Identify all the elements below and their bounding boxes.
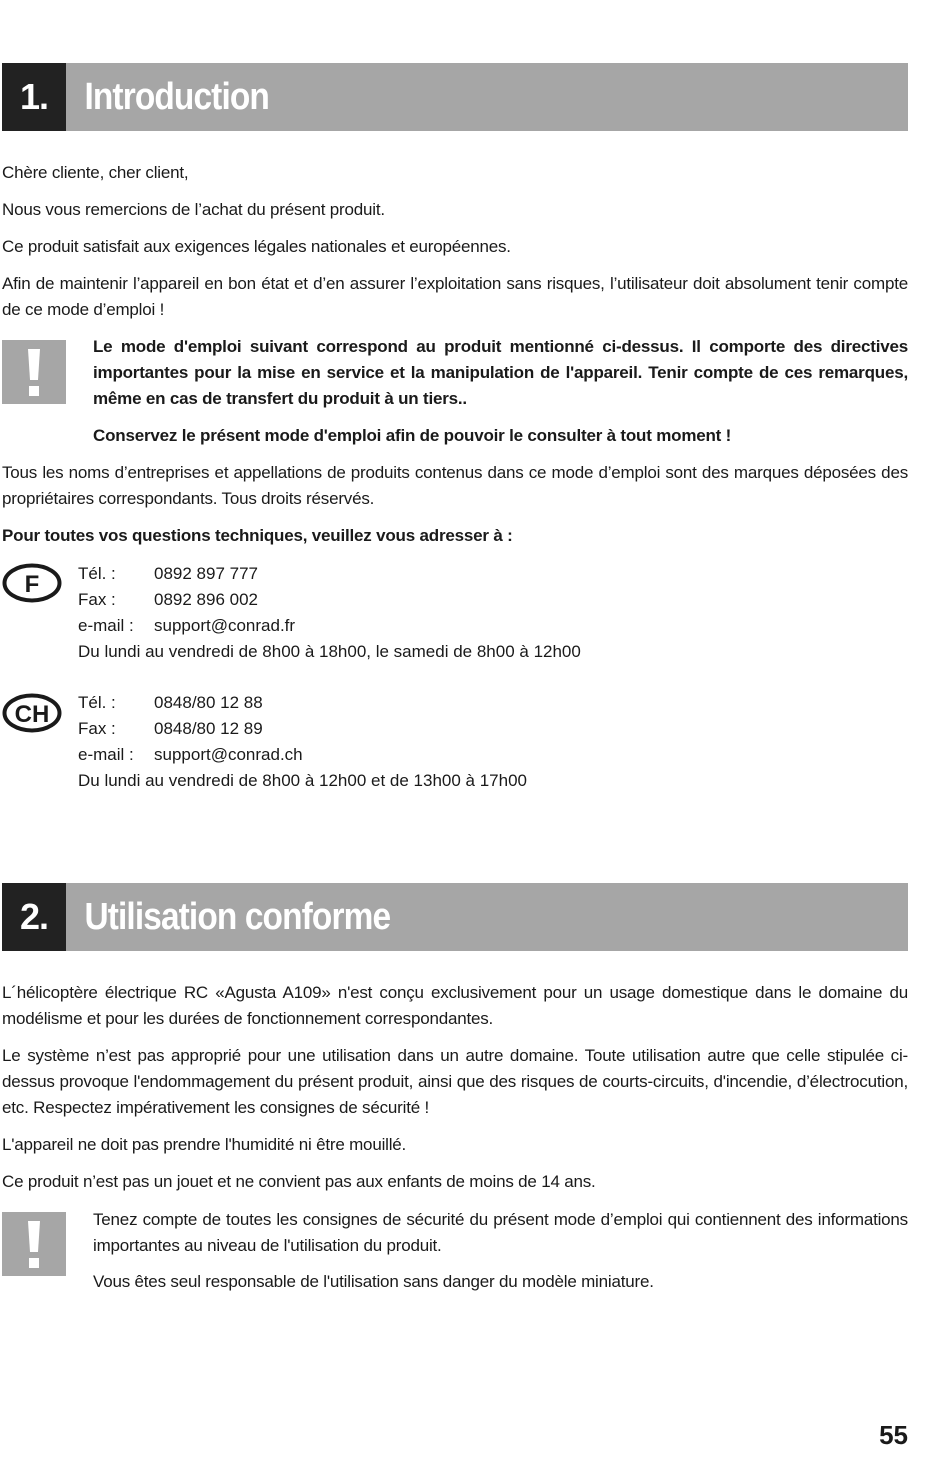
exclamation-icon xyxy=(2,340,66,404)
fr-hours: Du lundi au vendredi de 8h00 à 18h00, le samedi de 8h00 à 12h00 xyxy=(78,642,581,661)
ch-tel-value: 0848/80 12 88 xyxy=(154,693,263,712)
greeting: Chère cliente, cher client, xyxy=(2,163,189,182)
ch-tel-row xyxy=(78,690,263,716)
fax-label: Fax : xyxy=(78,590,116,609)
section-header-utilisation xyxy=(2,883,908,951)
fr-email-value[interactable]: support@conrad.fr xyxy=(154,616,296,635)
fr-fax-row xyxy=(78,587,258,613)
usage-paragraph-3: L'appareil ne doit pas prendre l'humidité ni être mouillé. xyxy=(2,1135,407,1154)
france-flag-icon xyxy=(2,563,62,608)
ch-email-value[interactable]: support@conrad.ch xyxy=(154,745,303,764)
safety-warning-paragraph: Tenez compte de toutes les consignes de sécurité du présent mode d’emploi qui contiennent des informations importantes au niveau de l'utilisation du produit. xyxy=(93,1210,908,1255)
ch-fax-row xyxy=(78,716,263,742)
ch-fax-value: 0848/80 12 89 xyxy=(154,719,263,738)
exclamation-icon xyxy=(2,1212,66,1276)
usage-paragraph-4: Ce produit n’est pas un jouet et ne convient pas aux enfants de moins de 14 ans. xyxy=(2,1172,596,1191)
warning-paragraph: Le mode d'emploi suivant correspond au produit mentionné ci-dessus. Il comporte des directives importantes pour la mise en service et la manipulation de l'appareil. Tenir compte de ces remarques, même en cas de transfert du produit à un tiers.. xyxy=(93,337,908,408)
keep-manual-paragraph: Conservez le présent mode d'emploi afin de pouvoir le consulter à tout moment ! xyxy=(93,426,732,445)
fr-tel-value: 0892 897 777 xyxy=(154,564,258,583)
section-title: Utilisation conforme xyxy=(84,895,391,938)
svg-text:F: F xyxy=(24,571,40,598)
ch-hours: Du lundi au vendredi de 8h00 à 12h00 et de 13h00 à 17h00 xyxy=(78,771,527,790)
fr-fax-value: 0892 896 002 xyxy=(154,590,258,609)
tel-label: Tél. : xyxy=(78,693,116,712)
thanks-paragraph: Nous vous remercions de l’achat du présent produit. xyxy=(2,200,385,219)
section-number: 2. xyxy=(2,883,66,951)
email-label: e-mail : xyxy=(78,616,134,635)
fr-tel-row xyxy=(78,561,258,587)
section-header-introduction xyxy=(2,63,908,131)
fax-label: Fax : xyxy=(78,719,116,738)
section-title: Introduction xyxy=(84,75,269,118)
maintain-paragraph: Afin de maintenir l’appareil en bon état et d’en assurer l’exploitation sans risques, l’utilisateur doit absolument tenir compte de ce mode d’emploi ! xyxy=(2,274,908,319)
compliance-paragraph: Ce produit satisfait aux exigences légales nationales et européennes. xyxy=(2,237,511,256)
trademarks-paragraph: Tous les noms d’entreprises et appellations de produits contenus dans ce mode d’emploi sont des marques déposées des propriétaires correspondants. Tous droits réservés. xyxy=(2,463,908,508)
questions-heading: Pour toutes vos questions techniques, veuillez vous adresser à : xyxy=(2,526,513,545)
svg-text:CH: CH xyxy=(14,701,50,728)
tel-label: Tél. : xyxy=(78,564,116,583)
section-number: 1. xyxy=(2,63,66,131)
email-label: e-mail : xyxy=(78,745,134,764)
responsibility-paragraph: Vous êtes seul responsable de l'utilisation sans danger du modèle miniature. xyxy=(93,1272,654,1291)
page-number: 55 xyxy=(879,1420,908,1450)
usage-paragraph-2: Le système n’est pas approprié pour une utilisation dans un autre domaine. Toute utilisation autre que celle stipulée ci-dessus provoque l'endommagement du présent produit, ainsi que des risques de courts-circuits, d'incendie, d’électrocution, etc. Respectez impérativement les consignes de sécurité ! xyxy=(2,1046,908,1117)
fr-email-row xyxy=(78,613,295,639)
ch-email-row xyxy=(78,742,303,768)
usage-paragraph-1: L´hélicoptère électrique RC «Agusta A109» n'est conçu exclusivement pour un usage domestique dans le domaine du modélisme et pour les durées de fonctionnement correspondantes. xyxy=(2,983,908,1028)
switzerland-flag-icon xyxy=(2,693,62,738)
